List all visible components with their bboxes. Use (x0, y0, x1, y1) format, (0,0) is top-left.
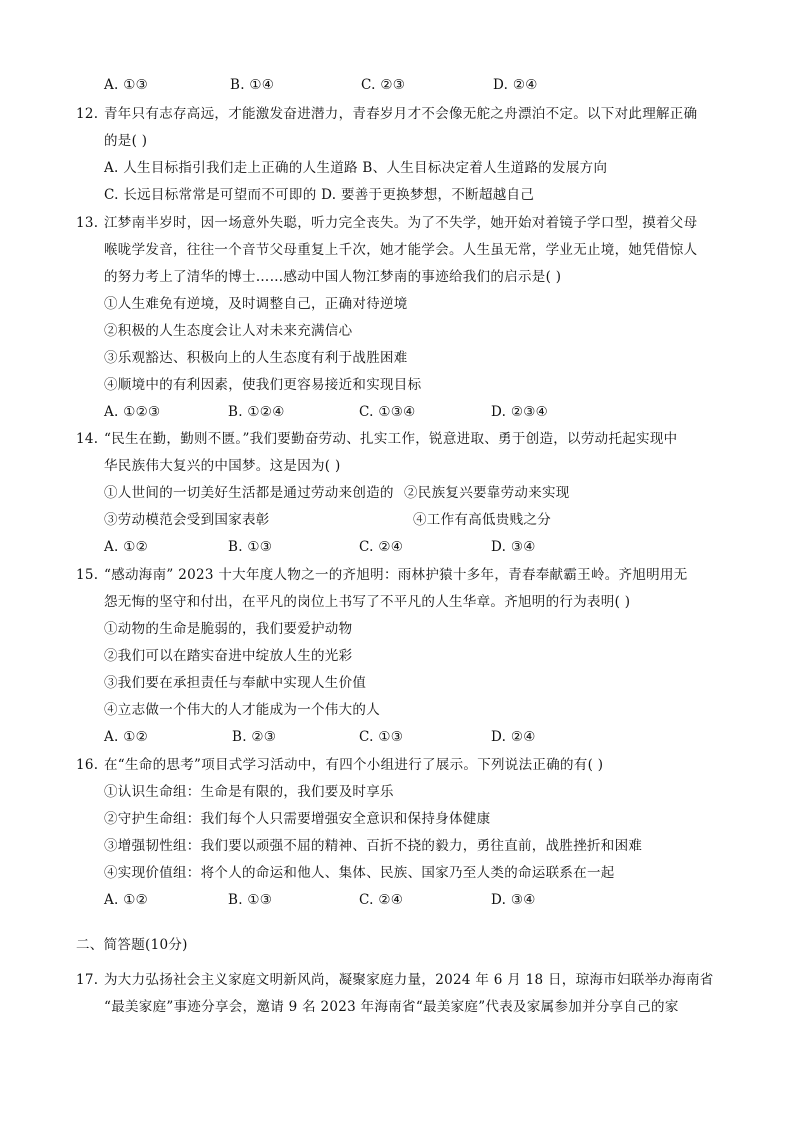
option-d: D. ②③④ (491, 404, 549, 420)
option-a: A. ①②③ (104, 404, 161, 420)
statement-item: ②民族复兴要靠劳动来实现 (404, 485, 570, 501)
statement-item: ①动物的生命是脆弱的，我们要爱护动物 (104, 621, 353, 637)
statement-item: ④实现价值组：将个人的命运和他人、集体、民族、国家乃至人类的命运联系在一起 (104, 865, 615, 881)
option-b: B. ①③ (228, 539, 273, 555)
question-number: 14. (76, 431, 99, 447)
statement-item: ①认识生命组：生命是有限的，我们要及时享乐 (104, 784, 394, 800)
option-d: D. ③④ (491, 539, 536, 555)
option-d: D. ②④ (493, 77, 538, 93)
option-a: A. ①② (104, 729, 149, 745)
statement-item: ③我们要在承担责任与奉献中实现人生价值 (104, 675, 367, 691)
statement-item: ④顺境中的有利因素，使我们更容易接近和实现目标 (104, 377, 422, 393)
statement-item: ③乐观豁达、积极向上的人生态度有利于战胜困难 (104, 350, 408, 366)
option-a: A. ①② (104, 539, 149, 555)
question-stem: 的努力考上了清华的博士……感动中国人物江梦南的事迹给我们的启示是( ) (104, 269, 562, 285)
option-b: B. ②③ (232, 729, 277, 745)
option-d: D. ②④ (491, 729, 536, 745)
option-line: C. 长远目标常常是可望而不可即的 D. 要善于更换梦想，不断超越自己 (104, 187, 535, 203)
question-stem: 怨无悔的坚守和付出，在平凡的岗位上书写了不平凡的人生华章。齐旭明的行为表明( ) (104, 594, 631, 610)
option-a: A. ①③ (104, 77, 149, 93)
statement-item: ②守护生命组：我们每个人只需要增强安全意识和保持身体健康 (104, 811, 491, 827)
question-stem: 江梦南半岁时，因一场意外失聪，听力完全丧失。为了不失学，她开始对着镜子学口型，摸着父母 (104, 215, 698, 231)
option-c: C. ①③④ (359, 404, 416, 420)
option-b: B. ①③ (228, 892, 273, 908)
statement-item: ③劳动模范会受到国家表彰 (104, 512, 270, 528)
option-a: A. ①② (104, 892, 149, 908)
option-c: C. ①③ (359, 729, 404, 745)
statement-item: ③增强韧性组：我们要以顽强不屈的精神、百折不挠的毅力，勇往直前，战胜挫折和困难 (104, 838, 643, 854)
question-number: 17. (76, 972, 99, 988)
option-line: A. 人生目标指引我们走上正确的人生道路 B、人生目标决定着人生道路的发展方向 (104, 160, 608, 176)
question-number: 12. (76, 106, 99, 122)
statement-item: ①人生难免有逆境，及时调整自己，正确对待逆境 (104, 296, 408, 312)
question-stem: “最美家庭”事迹分享会，邀请 9 名 2023 年海南省“最美家庭”代表及家属参加并分享自己的家 (104, 999, 679, 1015)
question-stem: 青年只有志存高远，才能激发奋进潜力，青春岁月才不会像无舵之舟漂泊不定。以下对此理解正确 (104, 106, 698, 122)
question-stem: 华民族伟大复兴的中国梦。这是因为( ) (104, 458, 341, 474)
statement-item: ①人世间的一切美好生活都是通过劳动来创造的 (104, 485, 394, 501)
option-d: D. ③④ (491, 892, 536, 908)
option-c: C. ②④ (359, 892, 404, 908)
question-number: 13. (76, 215, 99, 231)
question-stem: “感动海南” 2023 十大年度人物之一的齐旭明：雨林护猿十多年，青春奉献霸王岭。齐旭明用无 (104, 567, 688, 583)
option-b: B. ①④ (230, 77, 275, 93)
question-stem: 喉咙学发音，往往一个音节父母重复上千次，她才能学会。人生虽无常，学业无止境，她凭借惊人 (104, 242, 698, 258)
statement-item: ④立志做一个伟大的人才能成为一个伟大的人 (104, 702, 380, 718)
statement-item: ②我们可以在踏实奋进中绽放人生的光彩 (104, 648, 353, 664)
statement-item: ②积极的人生态度会让人对未来充满信心 (104, 323, 353, 339)
option-c: C. ②④ (359, 539, 404, 555)
section-heading: 二、简答题(10分) (76, 937, 188, 953)
statement-item: ④工作有高低贵贱之分 (413, 512, 551, 528)
question-stem: “民生在勤，勤则不匮。”我们要勤奋劳动、扎实工作，锐意进取、勇于创造，以劳动托起实现中 (104, 431, 678, 447)
question-stem: 为大力弘扬社会主义家庭文明新风尚，凝聚家庭力量，2024 年 6 月 18 日，琼海市妇联举办海南省 (104, 972, 714, 988)
question-number: 15. (76, 567, 99, 583)
question-number: 16. (76, 757, 99, 773)
option-b: B. ①②④ (228, 404, 285, 420)
option-c: C. ②③ (361, 77, 406, 93)
question-stem: 在“生命的思考”项目式学习活动中，有四个小组进行了展示。下列说法正确的有( ) (104, 757, 604, 773)
question-stem: 的是( ) (104, 133, 148, 149)
